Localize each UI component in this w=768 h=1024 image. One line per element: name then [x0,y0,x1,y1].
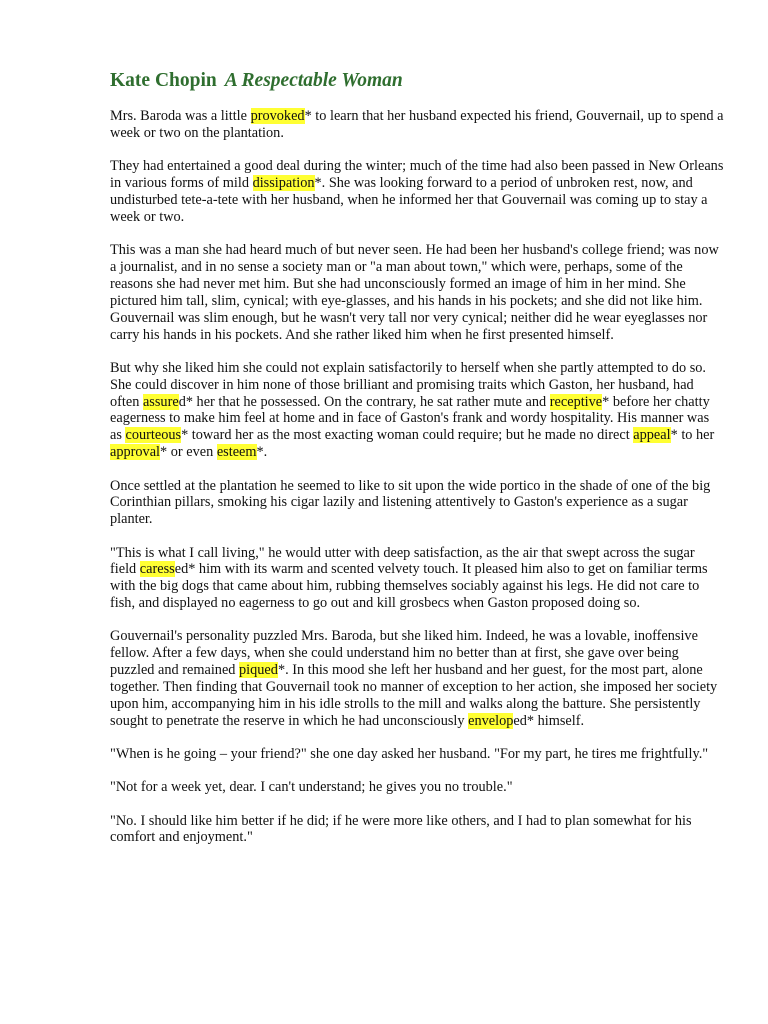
paragraph-text: * or even [160,444,217,461]
paragraph-text: Once settled at the plantation he seemed to like to sit upon the wide portico in the shade of one of the big Corinthian pillars, smoking his cigar lazily and listening attentively to Gaston's experience as a sugar planter. [110,477,711,528]
paragraph-text: * to learn that her husband expected his friend, Gouvernail, up to spend a week or two on the plantation. [110,108,724,141]
paragraph-text: ed* him with its warm and scented velvety touch. It pleased him also to get on familiar terms with the big dogs that came about him, rubbing themselves sociably against his legs. He did not care to fish, and displayed no eagerness to go out and kill grosbecs when Gaston proposed doing so. [110,561,708,612]
paragraph [110,360,724,461]
highlighted-word: envelop [468,712,514,729]
paragraph [110,628,724,729]
paragraph-text: "No. I should like him better if he did; if he were more like others, and I had to plan somewhat for his comfort and enjoyment." [110,812,692,846]
paragraph [110,779,724,796]
paragraph-text: ed* himself. [513,712,585,729]
paragraph-text: Gouvernail's personality puzzled Mrs. Baroda, but she liked him. Indeed, he was a lovable, inoffensive fellow. After a few days, when she could understand him no better than at first, she gave over being puzzled and remained [110,628,698,679]
highlighted-word: caress [139,561,175,578]
highlighted-word: esteem [216,444,257,461]
paragraph [110,478,724,529]
paragraph [110,746,724,763]
paragraph-text: * to her [670,427,715,444]
paragraph-text: *. She was looking forward to a period of unbroken rest, now, and undisturbed tete-a-tete with her husband, when he informed her that Gouvernail was coming up to stay a week or two. [110,175,708,225]
highlighted-word: assure [142,393,179,410]
paragraph [110,158,724,226]
paragraph [110,813,724,847]
paragraph [110,545,724,613]
highlighted-word: approval [110,444,161,461]
paragraph-text: Mrs. Baroda was a little [110,108,251,124]
paragraph-text: "This is what I call living," he would utter with deep satisfaction, as the air that swept across the sugar field [110,544,695,578]
highlighted-word: provoked [250,108,305,124]
paragraph-text: This was a man she had heard much of but never seen. He had been her husband's college friend; was now a journalist, and in no sense a society man or "a man about town," which were, perhaps, some of the reasons she had never met him. But she had unconsciously formed an image of him in her mind. She pictured him tall, slim, cynical; with eye-glasses, and his hands in his pockets; and she did not like him. Gouvernail was slim enough, but he wasn't very tall nor very cynical; neither did he wear eyeglasses nor carry his hands in his pockets. And she rather liked him when he first presented himself. [110,242,719,343]
paragraph-text: But why she liked him she could not explain satisfactorily to herself when she partly attempted to do so. She could discover in him none of those brilliant and promising traits which Gaston, her husband, had often [110,359,706,410]
highlighted-word: receptive [549,393,603,410]
paragraph-text: *. In this mood she left her husband and her guest, for the most part, alone together. Then finding that Gouvernail took no manner of exception to her action, she imposed her society upon him, accompanying him in his idle strolls to the mill and walks along the batture. She persistently sought to penetrate the reserve in which he had unconsciously [110,662,718,729]
paragraph [110,108,724,142]
highlighted-word: dissipation [252,175,315,192]
highlighted-word: piqued [239,662,278,679]
story-body [110,108,724,863]
highlighted-word: courteous [125,427,182,444]
paragraph-text: d* her that he possessed. On the contrary, he sat rather mute and [178,393,550,410]
highlighted-word: appeal [633,427,671,444]
paragraph-text: * toward her as the most exacting woman could require; but he made no direct [181,427,634,444]
work-title: A Respectable Woman [224,70,403,91]
paragraph-text: * before her chatty eagerness to make him feel at home and in face of Gaston's frank and wordy hospitality. His manner was as [110,393,710,444]
paragraph-text: "Not for a week yet, dear. I can't understand; he gives you no trouble." [110,779,513,796]
paragraph [110,242,724,343]
paragraph-text: They had entertained a good deal during the winter; much of the time had also been passed in New Orleans in various forms of mild [110,158,724,192]
author-name: Kate Chopin [110,70,217,91]
document-heading [110,70,403,92]
paragraph-text: "When is he going – your friend?" she one day asked her husband. "For my part, he tires me frightfully." [110,746,709,763]
paragraph-text: *. [256,444,268,461]
